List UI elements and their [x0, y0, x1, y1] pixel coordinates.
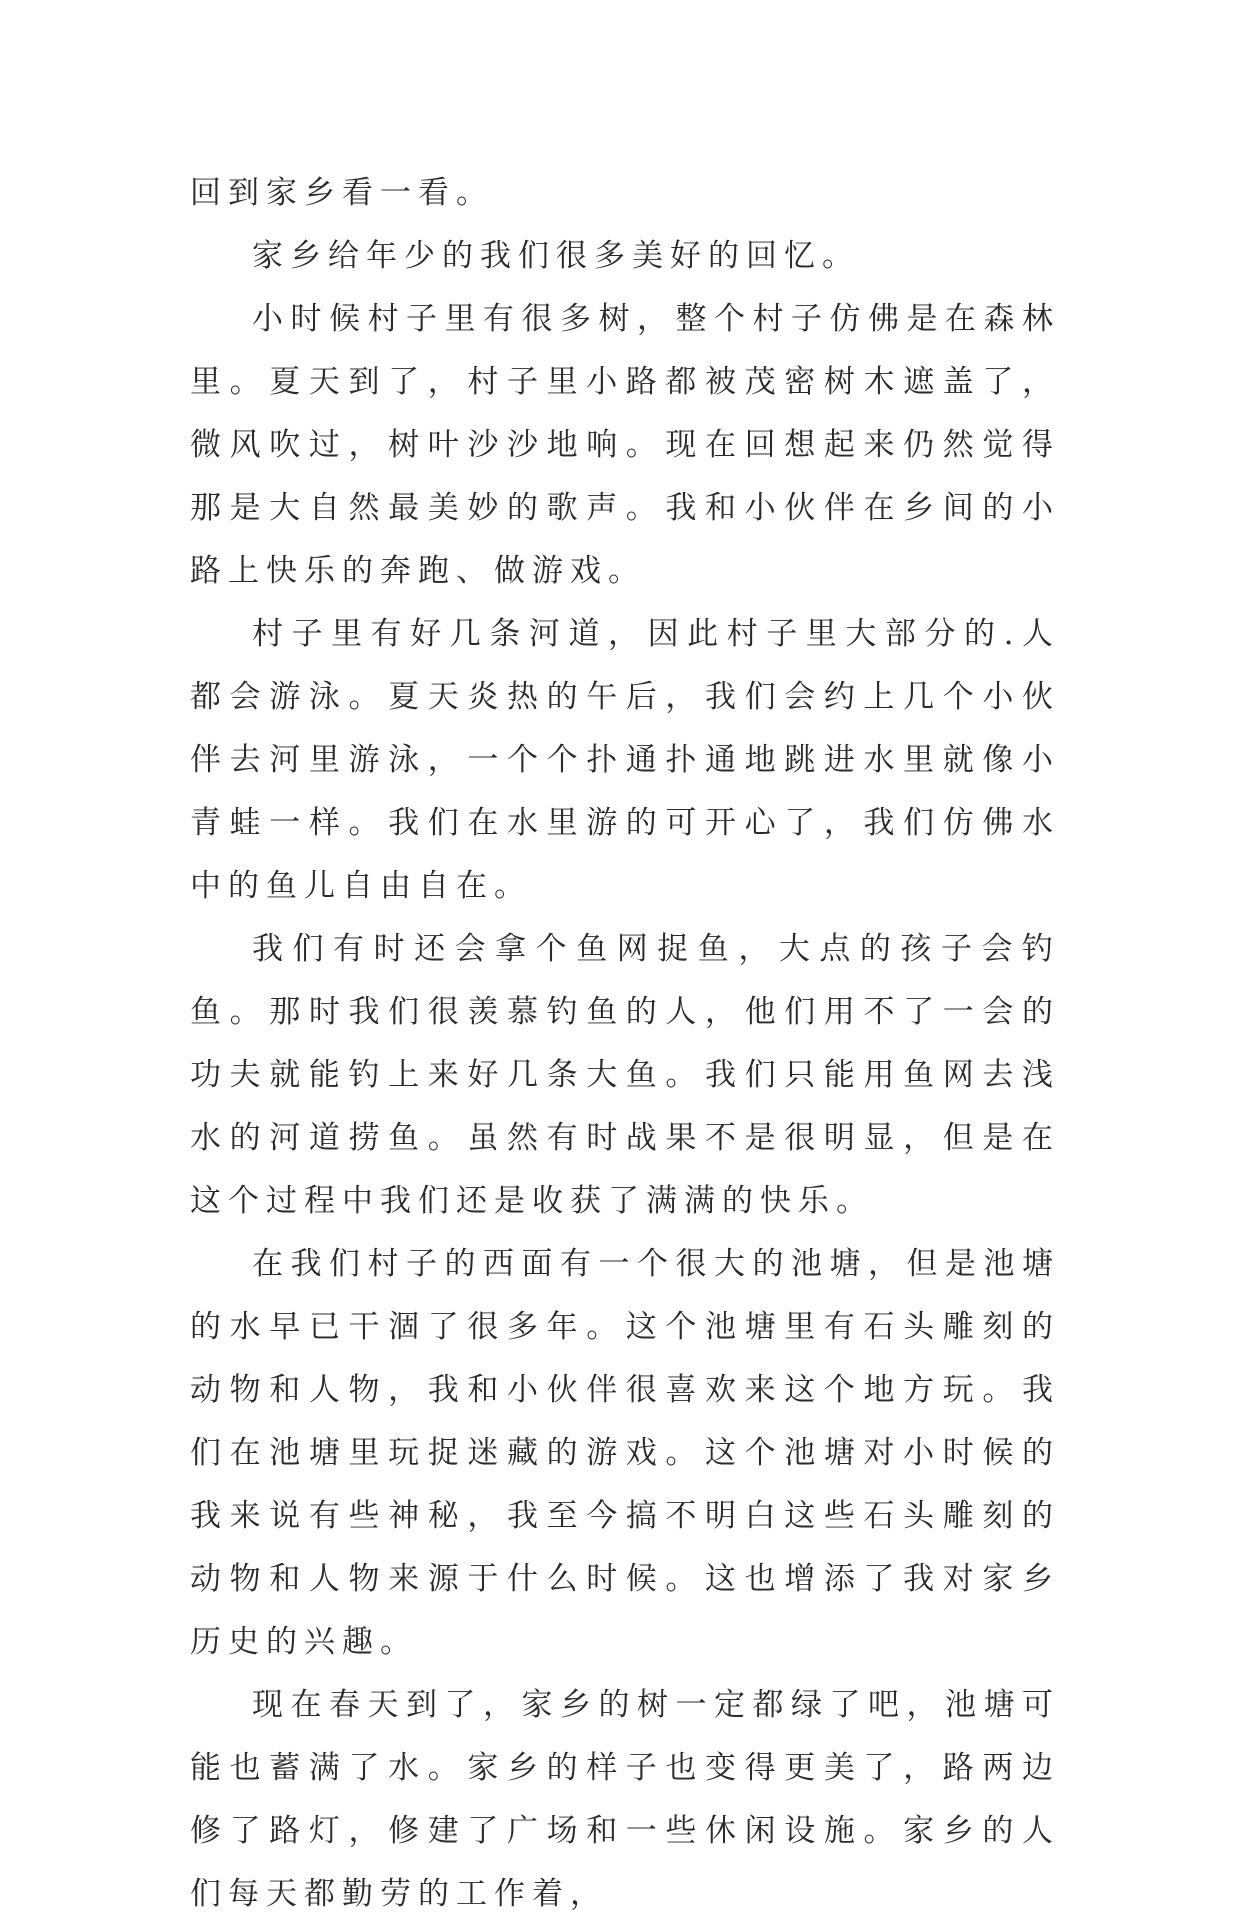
document-body	[190, 162, 1060, 1926]
paragraph-1: 回到家乡看一看。	[190, 175, 494, 211]
paragraph-2: 家乡给年少的我们很多美好的回忆。	[252, 238, 860, 274]
paragraph-6: 在我们村子的西面有一个很大的池塘，但是池塘的水早已干涸了很多年。这个池塘里有石头雕刻的动物和人物，我和小伙伴很喜欢来这个地方玩。我们在池塘里玩捉迷藏的游戏。这个池塘对小时候的我来说有些神秘，我至今搞不明白这些石头雕刻的动物和人物来源于什么时候。这也增添了我对家乡历史的兴趣。	[190, 1246, 1060, 1660]
paragraph-3: 小时候村子里有很多树，整个村子仿佛是在森林里。夏天到了，村子里小路都被茂密树木遮盖了，微风吹过，树叶沙沙地响。现在回想起来仍然觉得那是大自然最美妙的歌声。我和小伙伴在乡间的小路上快乐的奔跑、做游戏。	[190, 301, 1060, 589]
paragraph-7: 现在春天到了，家乡的树一定都绿了吧，池塘可能也蓄满了水。家乡的样子也变得更美了，路两边修了路灯，修建了广场和一些休闲设施。家乡的人们每天都勤劳的工作着，	[190, 1687, 1060, 1912]
paragraph-5: 我们有时还会拿个鱼网捉鱼，大点的孩子会钓鱼。那时我们很羡慕钓鱼的人，他们用不了一会的功夫就能钓上来好几条大鱼。我们只能用鱼网去浅水的河道捞鱼。虽然有时战果不是很明显，但是在这个过程中我们还是收获了满满的快乐。	[190, 931, 1060, 1219]
paragraph-4: 村子里有好几条河道，因此村子里大部分的.人都会游泳。夏天炎热的午后，我们会约上几个小伙伴去河里游泳，一个个扑通扑通地跳进水里就像小青蛙一样。我们在水里游的可开心了，我们仿佛水中的鱼儿自由自在。	[190, 616, 1060, 904]
